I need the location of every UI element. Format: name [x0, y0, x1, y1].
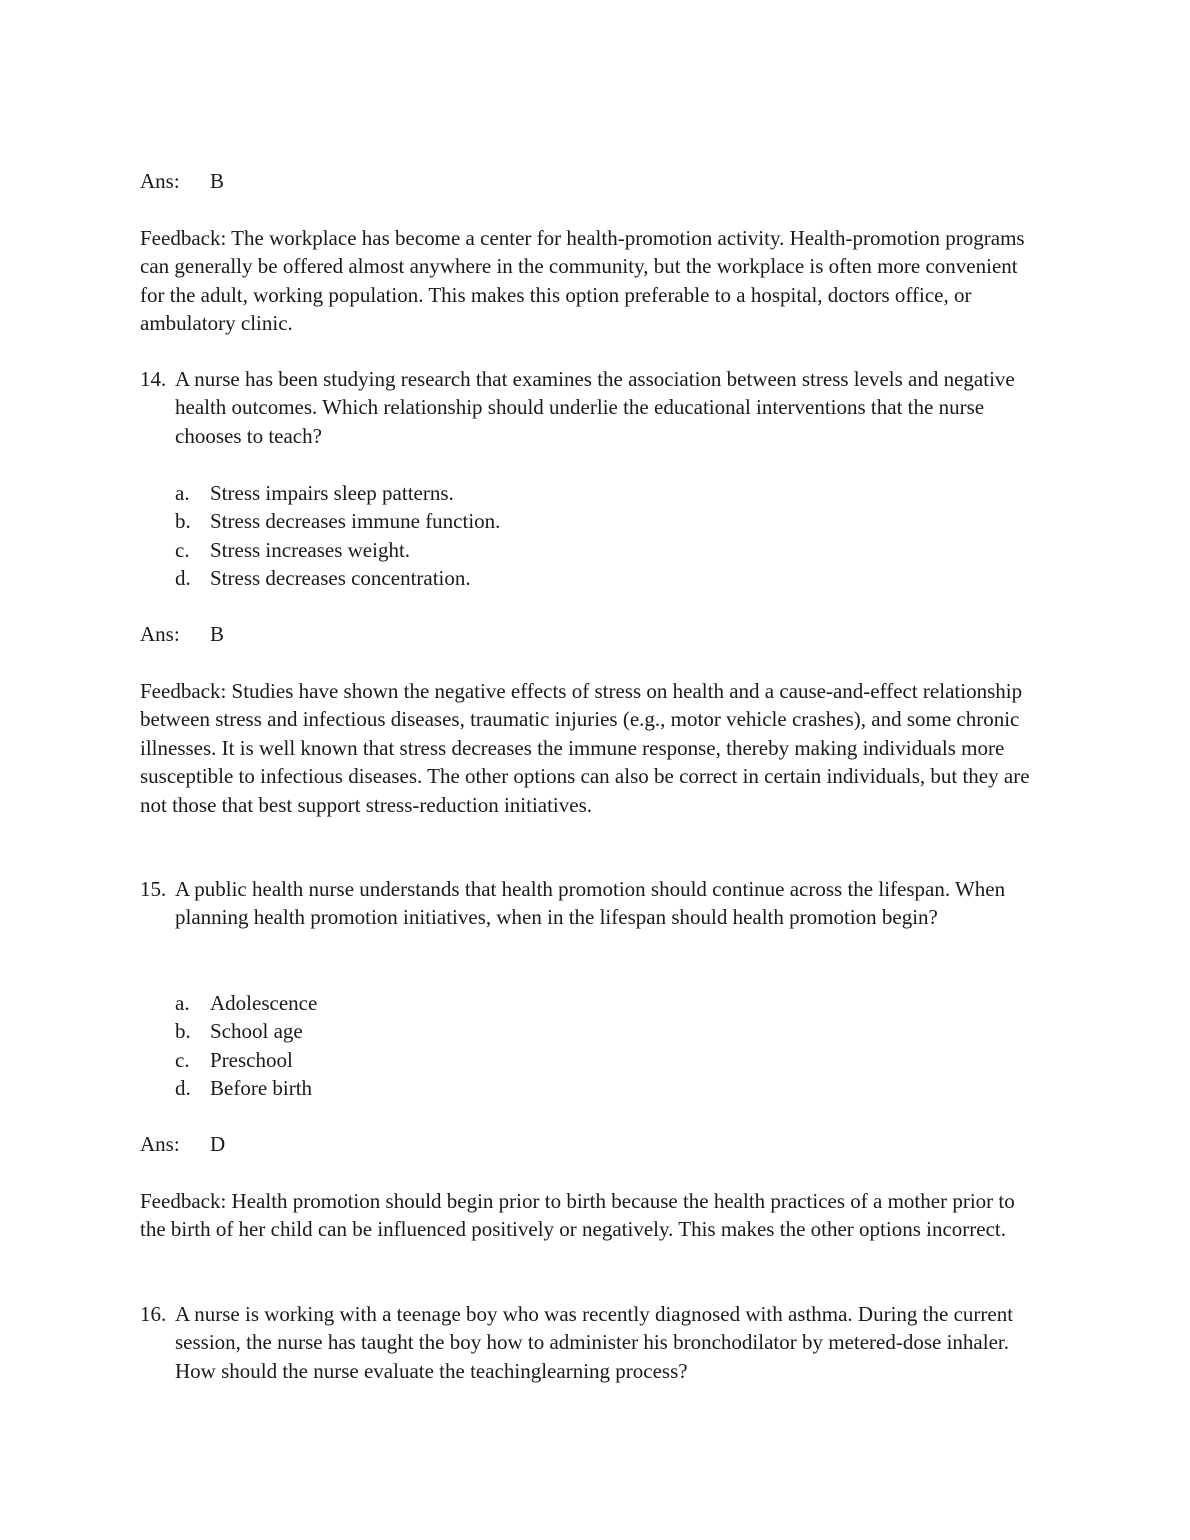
option-text: Stress decreases concentration. — [210, 566, 471, 591]
option-text: Preschool — [210, 1047, 293, 1072]
option-letter: a. — [175, 481, 190, 505]
question-15 — [140, 875, 1050, 932]
q13-feedback: Feedback: The workplace has become a center for health-promotion activity. Health-promotion programs can generally be offered almost anywhere in the community, but the workplace is often more convenient for the adult, working population. This makes this option preferable to a hospital, doctors office, or ambulatory clinic. — [140, 226, 1025, 336]
option-letter: d. — [175, 566, 191, 591]
q15-options — [175, 989, 1035, 1103]
question-number: 15. — [140, 877, 167, 901]
option-c — [175, 536, 1035, 564]
option-letter: a. — [175, 991, 190, 1015]
option-letter: c. — [175, 537, 190, 562]
option-letter: b. — [175, 509, 191, 534]
option-a — [175, 989, 1035, 1017]
question-text: A nurse has been studying research that examines the association between stress levels and negative health outcomes. Which relationship should underlie the educational interventions that the nurse chooses to teach? — [175, 367, 1015, 448]
q15-answer-line — [140, 1130, 1050, 1158]
option-text: Before birth — [210, 1076, 313, 1101]
option-text: Stress impairs sleep patterns. — [210, 481, 454, 505]
q14-feedback: Feedback: Studies have shown the negative effects of stress on health and a cause-and-effect relationship between stress and infectious diseases, traumatic injuries (e.g., motor vehicle crashes), and some chronic illnesses. It is well known that stress decreases the immune response, thereby making individuals more susceptible to infectious diseases. The other options can also be correct in certain individuals, but they are not those that best support stress-reduction initiatives. — [140, 679, 1030, 817]
option-text: Adolescence — [210, 991, 318, 1015]
option-b — [175, 1017, 1035, 1045]
question-number: 16. — [140, 1302, 167, 1326]
option-letter: c. — [175, 1047, 190, 1072]
question-text: A nurse is working with a teenage boy who was recently diagnosed with asthma. During the current session, the nurse has taught the boy how to administer his bronchodilator by metered-dose inhaler. How should the nurse evaluate the teachinglearning process? — [175, 1302, 1014, 1383]
answer-label: Ans: — [140, 169, 180, 193]
q14-answer: B — [210, 622, 225, 646]
option-text: Stress increases weight. — [210, 537, 411, 562]
option-b — [175, 507, 1035, 535]
q14-options — [175, 479, 1035, 593]
option-letter: b. — [175, 1019, 191, 1044]
option-d — [175, 564, 1035, 592]
option-c — [175, 1046, 1035, 1074]
option-text: School age — [210, 1019, 303, 1044]
question-text: A public health nurse understands that health promotion should continue across the lifespan. When planning health promotion initiatives, when in the lifespan should health promotion begin? — [175, 877, 1006, 930]
q15-answer: D — [210, 1132, 226, 1156]
answer-label: Ans: — [140, 622, 180, 646]
question-14 — [140, 365, 1050, 450]
option-text: Stress decreases immune function. — [210, 509, 501, 534]
answer-label: Ans: — [140, 1132, 180, 1156]
q13-answer: B — [210, 169, 225, 193]
q13-answer-line — [140, 167, 1050, 195]
q15-feedback: Feedback: Health promotion should begin prior to birth because the health practices of a mother prior to the birth of her child can be influenced positively or negatively. This makes the other options incorrect. — [140, 1189, 1015, 1242]
option-d — [175, 1074, 1035, 1102]
question-number: 14. — [140, 367, 167, 391]
question-16 — [140, 1300, 1050, 1385]
option-letter: d. — [175, 1076, 191, 1101]
option-a — [175, 479, 1035, 507]
q14-answer-line — [140, 620, 1050, 648]
